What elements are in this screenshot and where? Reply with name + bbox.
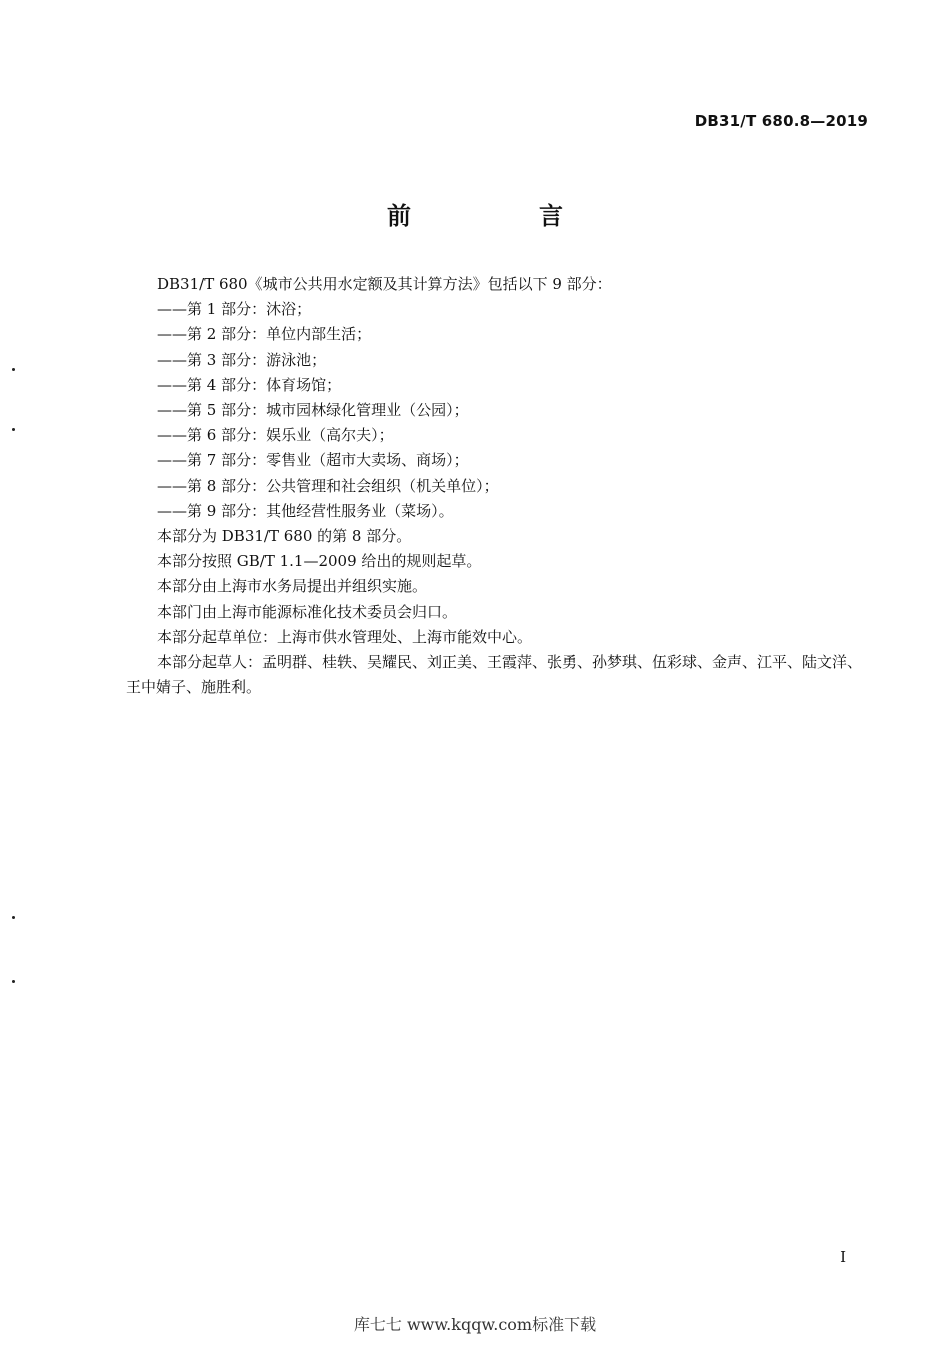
part-list-item-5: ——第 5 部分：城市园林绿化管理业（公园）； [157, 401, 469, 420]
part-list-item-4: ——第 4 部分：体育场馆； [157, 375, 342, 394]
standard-code: DB31/T 680.8—2019 [694, 112, 868, 130]
part-list-item-2: ——第 2 部分：单位内部生活； [157, 325, 372, 344]
scan-dot [12, 368, 15, 371]
foreword-body [126, 272, 871, 700]
scan-dot [12, 980, 15, 983]
scan-dot [12, 916, 15, 919]
page-number: I [840, 1248, 846, 1266]
part-list-item-8: ——第 8 部分：公共管理和社会组织（机关单位）； [157, 476, 499, 495]
part-list-item-3: ——第 3 部分：游泳池； [157, 350, 327, 369]
statement-proposer: 本部分由上海市水务局提出并组织实施。 [157, 577, 428, 596]
statement-drafting-units: 本部分起草单位：上海市供水管理处、上海市能效中心。 [157, 627, 533, 646]
intro-paragraph: DB31/T 680《城市公共用水定额及其计算方法》包括以下 9 部分： [157, 275, 612, 293]
scan-dot [12, 428, 15, 431]
statement-technical-committee: 本部门由上海市能源标准化技术委员会归口。 [157, 602, 458, 621]
footer-watermark: 库七七 www.kqqw.com标准下载 [353, 1315, 597, 1334]
part-list-item-9: ——第 9 部分：其他经营性服务业（菜场）。 [157, 501, 454, 520]
part-list-item-6: ——第 6 部分：娱乐业（高尔夫）； [157, 426, 394, 445]
statement-part-number: 本部分为 DB31/T 680 的第 8 部分。 [157, 527, 412, 546]
part-list-item-1: ——第 1 部分：沐浴； [157, 300, 312, 319]
part-list-item-7: ——第 7 部分：零售业（超市大卖场、商场）； [157, 451, 469, 470]
drafters-line-2: 王中婧子、施胜利。 [126, 678, 262, 697]
statement-drafting-rules: 本部分按照 GB/T 1.1—2009 给出的规则起草。 [157, 552, 482, 571]
page-title: 前 言 [387, 202, 615, 230]
drafters-line-1: 本部分起草人：孟明群、桂轶、吴耀民、刘正美、王霞萍、张勇、孙梦琪、伍彩球、金声、江平、陆文洋、 [157, 653, 863, 672]
